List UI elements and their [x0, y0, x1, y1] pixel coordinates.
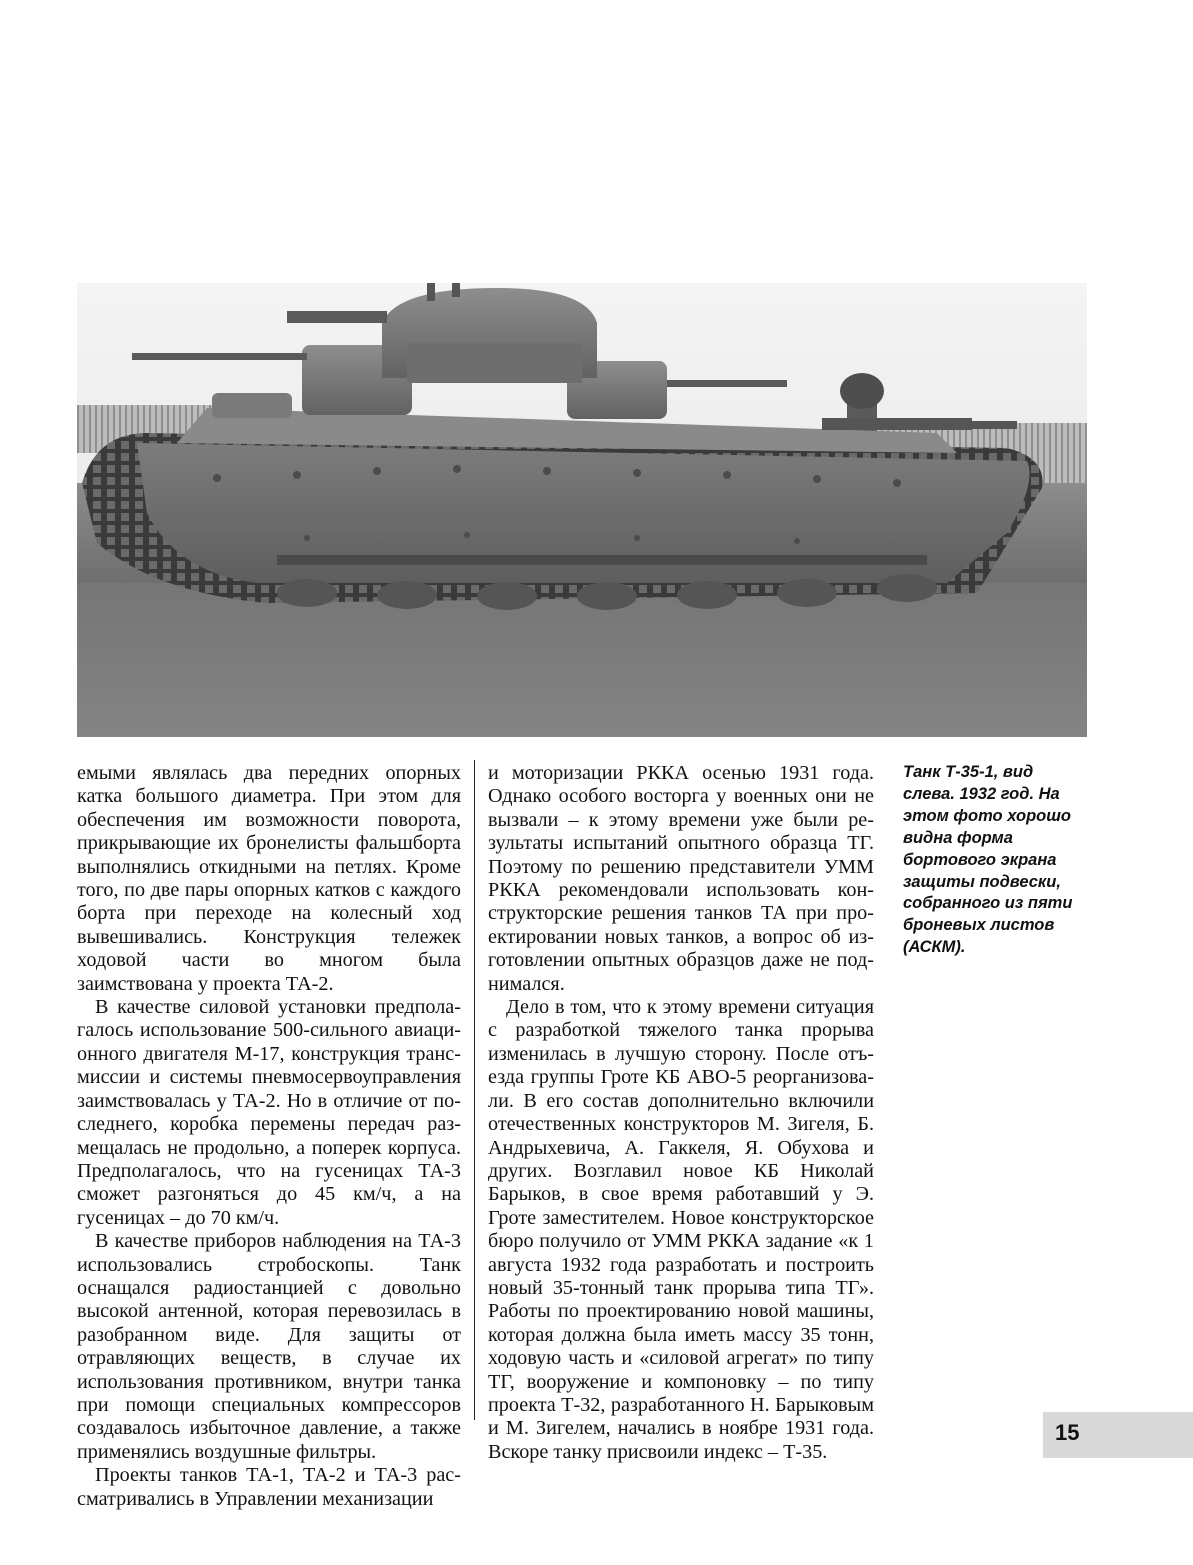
column2-paragraph-1: и моторизации РККА осенью 1931 года. Однако особого восторга у военных они не вызвали – к этому времени уже были результаты испытаний опытного образца ТГ. Поэтому по решению представители УММ РККА рекомендовали использовать конструкторские решения танков ТА при проектировании новых танков, а вопрос об изготовлении опытных образцов даже не поднимался. [488, 762, 874, 995]
column1-paragraph-1: емыми являлась два передних опорных катка большого диаметра. При этом для обеспечения им возможности поворота, прикрывающие их бронелисты фальшборта выполнялись откидными на петлях. Кроме того, по две пары опорных катков с каждого борта при переходе на колесный ход вывешивались. Конструкция тележек ходовой части во многом была заимствована у проекта ТА-2. [77, 762, 461, 995]
text-column-2 [488, 762, 874, 1464]
text-column-1 [77, 762, 461, 1511]
column1-paragraph-3: В качестве приборов наблюдения на ТА-3 использовались стробоскопы. Танк оснащался радиостанцией с довольно высокой антенной, которая перевозилась в разобранном виде. Для защиты от отравляющих веществ, в случае их использования противником, внутри танка при помощи специальных компрессоров создавалось избыточное давление, а также применялись воздушные фильтры. [77, 1230, 461, 1463]
tank-photo-icon [77, 283, 1087, 737]
column2-paragraph-2: Дело в том, что к этому времени ситуация с разработкой тяжелого танка прорыва изменилась в лучшую сторону. После отъезда группы Гроте КБ АВО-5 реорганизовали. В его состав дополнительно включили отечественных конструкторов М. Зигеля, Б. Андрыхевича, А. Гаккеля, Я. Обухова и других. Возглавил новое КБ Николай Барыков, в свое время работавший у Э. Гроте заместителем. Новое конструкторское бюро получило от УММ РККА задание «к 1 августа 1932 года разработать и построить новый 35-тонный танк прорыва типа ТГ». Работы по проектированию новой машины, которая должна была иметь массу 35 тонн, ходовую часть и «силовой агрегат» по типу ТГ, вооружение и компоновку – по типу проекта Т-32, разработанного Н. Барыковым и М. Зигелем, начались в ноябре 1931 года. Вскоре танку присвоили индекс – Т-35. [488, 996, 874, 1463]
photo-caption: Танк Т-35-1, вид слева. 1932 год. На этом фото хорошо видна форма бортового экрана защиты подвески, собранного из пяти броневых листов (АСКМ). [903, 763, 1073, 957]
page-number-box [1043, 1412, 1193, 1458]
column-divider [474, 760, 475, 1420]
tank-photo [77, 283, 1087, 737]
column1-paragraph-2: В качестве силовой установки предполагалось использование 500-сильного авиационного двигателя М-17, конструкция трансмиссии и системы пневмосервоуправления заимствовалась у ТА-2. Но в отличие от последнего, коробка перемены передач размещалась не продольно, а поперек корпуса. Предполагалось, что на гусеницах ТА-3 сможет разгоняться до 45 км/ч, а на гусеницах – до 70 км/ч. [77, 996, 461, 1229]
column1-paragraph-4: Проекты танков ТА-1, ТА-2 и ТА-3 рассматривались в Управлении механизации [77, 1464, 461, 1510]
page-number: 15 [1055, 1420, 1080, 1445]
